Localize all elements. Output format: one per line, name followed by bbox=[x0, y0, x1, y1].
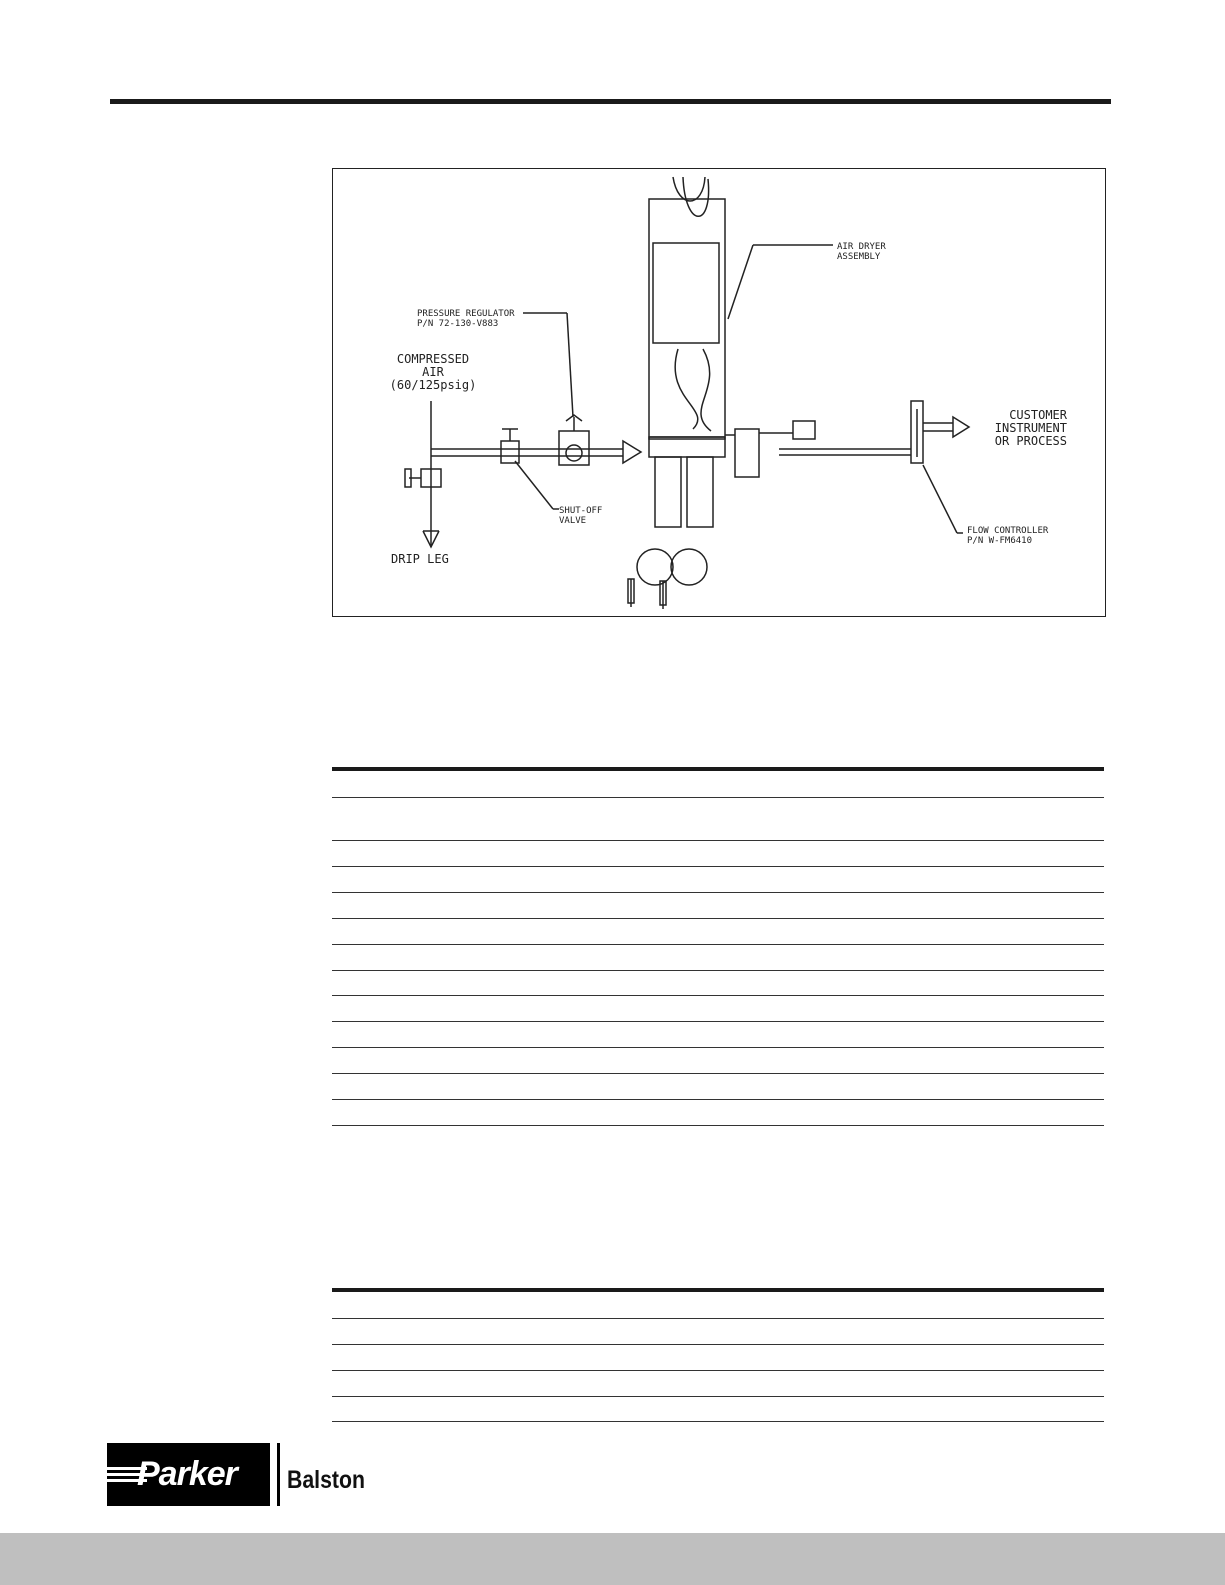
air-dryer-label-1: AIR DRYER bbox=[837, 242, 886, 252]
shutoff-valve-label-2: VALVE bbox=[559, 516, 587, 526]
table-row bbox=[332, 771, 1104, 798]
table-row bbox=[332, 867, 1104, 893]
parker-logo-mark bbox=[107, 1443, 270, 1506]
replacement-parts-table bbox=[332, 1288, 1104, 1422]
compressed-air-label-2: AIR bbox=[422, 365, 444, 379]
table-row bbox=[332, 1397, 1104, 1422]
compressed-air-label-1: COMPRESSED bbox=[396, 352, 470, 366]
customer-label-1: CUSTOMER bbox=[1009, 408, 1067, 422]
installation-diagram bbox=[332, 168, 1106, 617]
regulator-label-1: PRESSURE REGULATOR bbox=[417, 309, 515, 319]
table-row bbox=[332, 945, 1104, 971]
parker-wordmark: Parker bbox=[137, 1455, 237, 1493]
table-row bbox=[332, 996, 1104, 1022]
compressed-air-label-3: (60/125psig) bbox=[389, 378, 477, 392]
table-row bbox=[332, 1292, 1104, 1319]
table-row bbox=[332, 893, 1104, 919]
customer-label-3: OR PROCESS bbox=[994, 434, 1067, 448]
balston-wordmark: Balston bbox=[287, 1466, 365, 1494]
customer-label-2: INSTRUMENT bbox=[994, 421, 1067, 435]
flow-controller-label-2: P/N W-FM6410 bbox=[967, 536, 1033, 546]
air-dryer-label-2: ASSEMBLY bbox=[837, 252, 881, 262]
drip-leg-label: DRIP LEG bbox=[391, 552, 449, 566]
table-row bbox=[332, 1048, 1104, 1074]
table-row bbox=[332, 798, 1104, 841]
flow-controller-label-1: FLOW CONTROLLER bbox=[967, 526, 1049, 536]
top-rule bbox=[110, 99, 1111, 104]
specifications-table bbox=[332, 767, 1104, 1126]
regulator-label-2: P/N 72-130-V883 bbox=[417, 319, 499, 329]
table-row bbox=[332, 1371, 1104, 1397]
table-row bbox=[332, 1100, 1104, 1126]
table-row bbox=[332, 1319, 1104, 1345]
table-row bbox=[332, 841, 1104, 867]
table-row bbox=[332, 1345, 1104, 1371]
footer-bar bbox=[0, 1533, 1225, 1585]
table-row bbox=[332, 1022, 1104, 1048]
parker-balston-logo bbox=[107, 1442, 379, 1507]
shutoff-valve-label-1: SHUT-OFF bbox=[559, 506, 603, 516]
table-row bbox=[332, 919, 1104, 945]
logo-divider bbox=[277, 1443, 280, 1506]
table-row bbox=[332, 1074, 1104, 1100]
table-row bbox=[332, 971, 1104, 996]
